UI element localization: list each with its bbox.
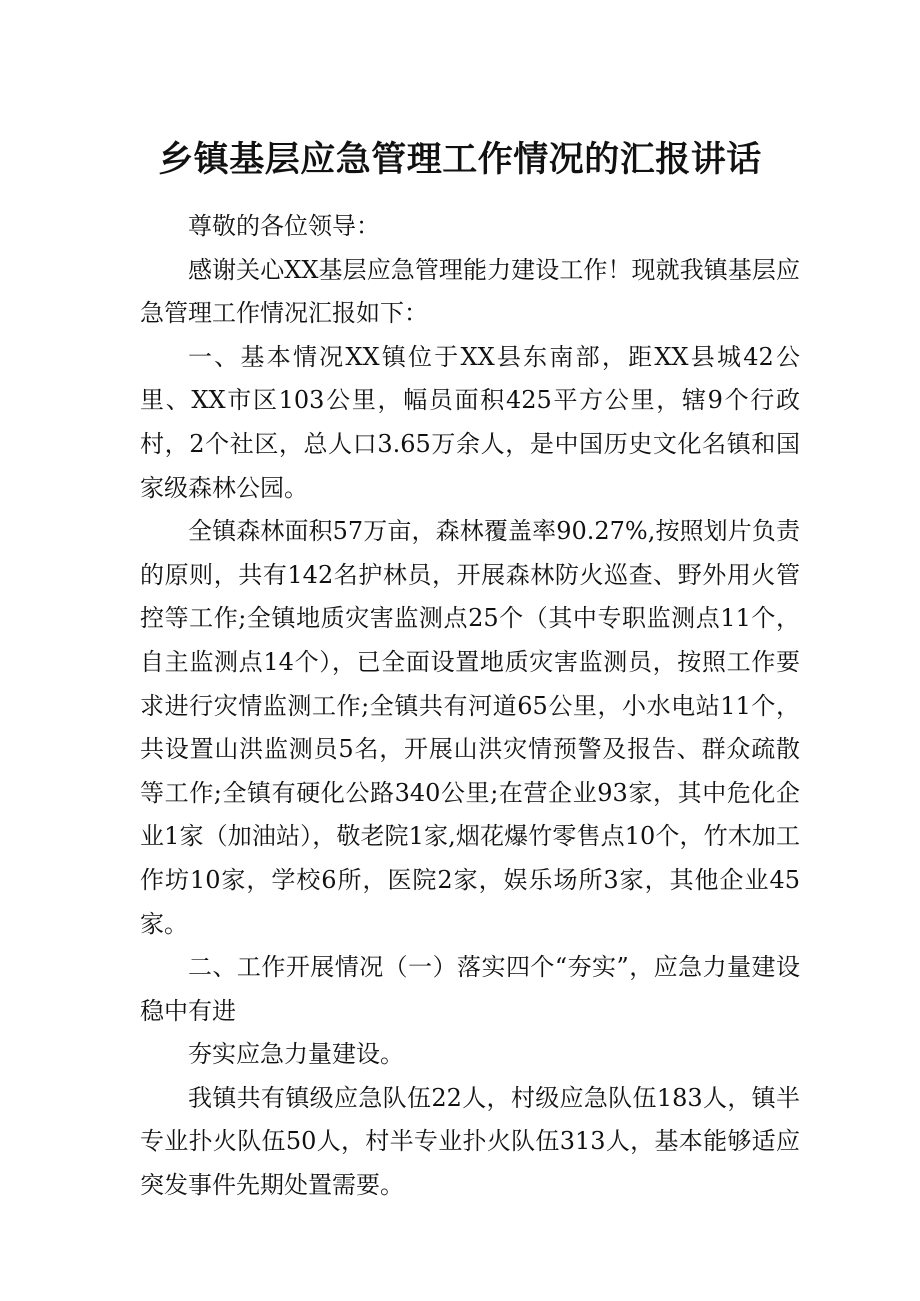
salutation-paragraph: 尊敬的各位领导： — [188, 212, 380, 240]
work-progress-heading: 二、工作开展情况（一）落实四个“夯实”，应急力量建设稳中有进 — [140, 953, 800, 1025]
basic-situation-paragraph: 一、基本情况XX镇位于XX县东南部，距XX县城42公里、XX市区103公里，幅员面积425平方公里，辖9个行政村，2个社区，总人口3.65万余人，是中国历史文化名镇和国家级森林公园。 — [140, 342, 800, 502]
emergency-teams-paragraph: 我镇共有镇级应急队伍22人，村级应急队伍183人，镇半专业扑火队伍50人，村半专业扑火队伍313人，基本能够适应突发事件先期处置需要。 — [140, 1083, 800, 1200]
document-title: 乡镇基层应急管理工作情况的汇报讲话 — [158, 140, 762, 181]
document-body — [140, 205, 800, 1208]
intro-paragraph: 感谢关心XX基层应急管理能力建设工作！现就我镇基层应急管理工作情况汇报如下： — [140, 255, 800, 328]
forest-resources-paragraph: 全镇森林面积57万亩，森林覆盖率90.27%,按照划片负责的原则，共有142名护林员，开展森林防火巡查、野外用火管控等工作;全镇地质灾害监测点25个（其中专职监测点11个，自主监测点14个），已全面设置地质灾害监测员，按照工作要求进行灾情监测工作;全镇共有河道65公里，小水电站11个，共设置山洪监测员5名，开展山洪灾情预警及报告、群众疏散等工作;全镇有硬化公路340公里;在营企业93家，其中危化企业1家（加油站），敬老院1家,烟花爆竹零售点10个，竹木加工作坊10家，学校6所，医院2家，娱乐场所3家，其他企业45家。 — [140, 517, 800, 938]
emergency-force-heading: 夯实应急力量建设。 — [188, 1040, 404, 1069]
